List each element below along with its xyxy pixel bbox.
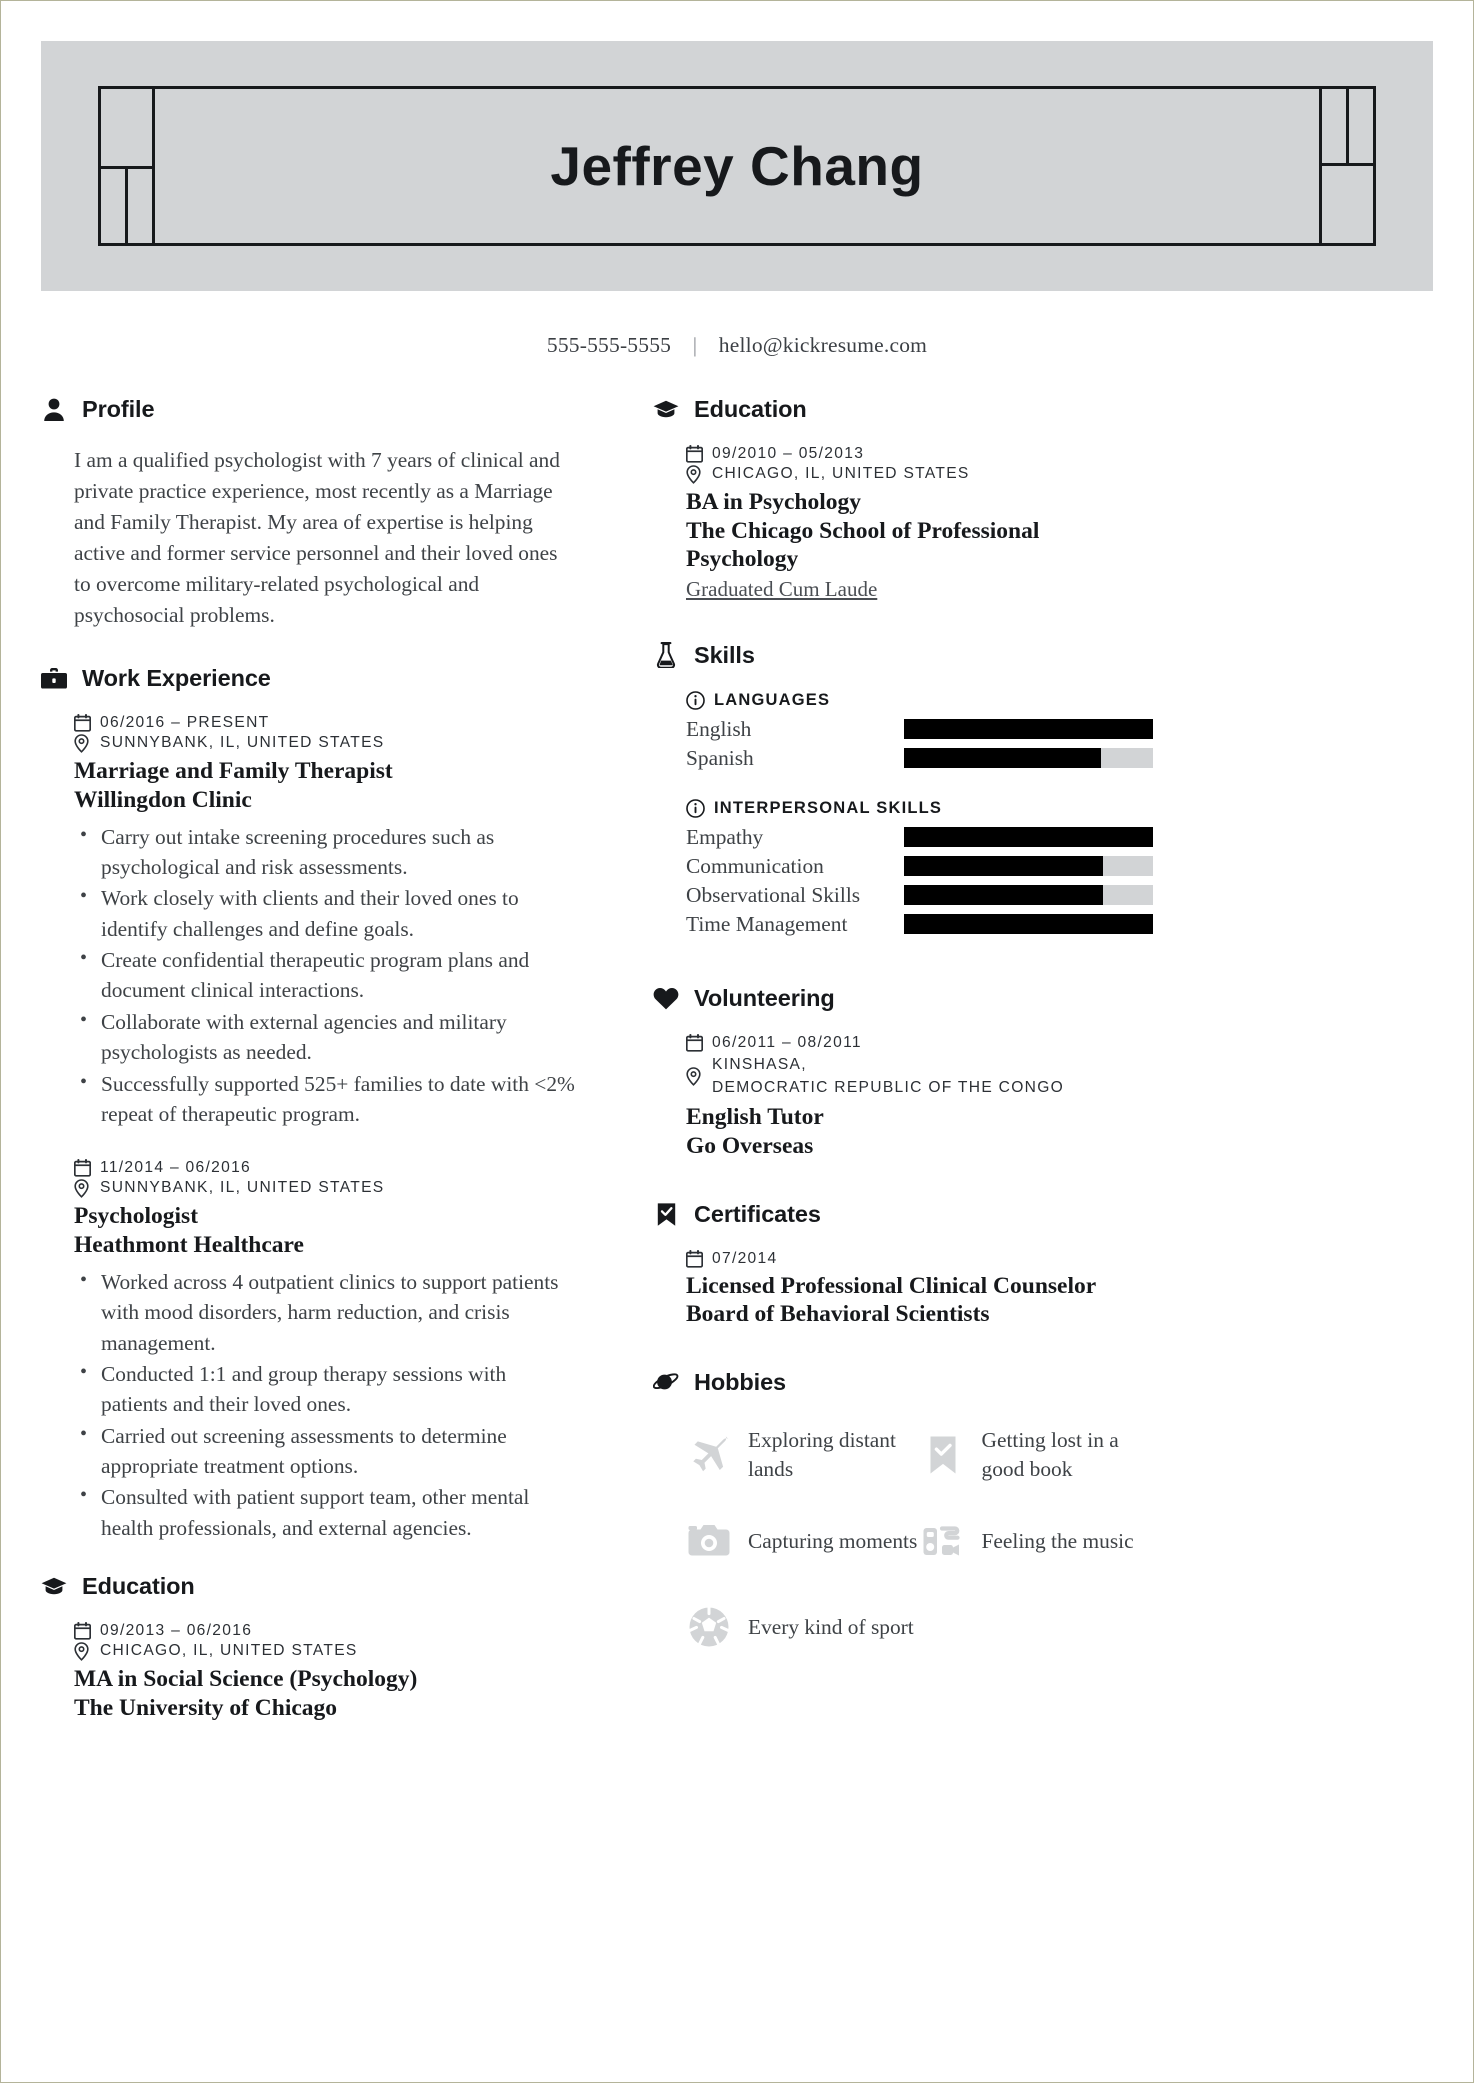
date-row [686,1034,1153,1052]
education-dates: 09/2010 – 05/2013 [712,445,865,462]
education-location: CHICAGO, IL, UNITED STATES [100,1642,358,1660]
location-row [74,734,577,753]
hobby-label: Exploring distant lands [748,1428,896,1481]
skill-group-languages [686,691,1153,771]
soccer-ball-icon [686,1604,732,1650]
bullet-item: • Conducted 1:1 and group therapy sessions with patients and their loved ones. [74,1359,577,1420]
skill-name: Communication [686,853,824,878]
date-row [74,1622,577,1640]
map-pin-icon [74,1179,91,1198]
skill-row [686,854,1153,879]
right-column [597,396,1153,1753]
volunteering-entry [686,1034,1153,1161]
hobby-item [686,1418,920,1492]
education-school: The Chicago School of Professional Psychology [686,517,1040,573]
section-title-profile: Profile [82,396,155,422]
education-degree: MA in Social Science (Psychology) [74,1666,418,1693]
contact-separator: | [692,333,698,357]
hobbies-body [653,1418,1153,1664]
graduation-cap-icon [41,1574,67,1600]
skills-body [653,691,1153,937]
header-banner [41,41,1433,291]
education-school: The University of Chicago [74,1694,338,1721]
skill-name: Observational Skills [686,882,861,907]
skill-group-header [686,799,1153,818]
section-education-left [41,1573,577,1722]
date-row [686,445,1153,463]
work-dates: 11/2014 – 06/2016 [100,1159,252,1177]
section-title-hobbies: Hobbies [694,1368,787,1395]
skill-name: Spanish [686,745,754,770]
work-experience-body [41,714,577,1543]
volunteering-organization: Go Overseas [686,1132,814,1159]
skill-level-fill [904,719,1153,739]
skill-level-bar [904,748,1153,768]
work-entry [74,1159,577,1543]
hobby-label: Feeling the music [981,1528,1134,1553]
skill-group-label: INTERPERSONAL SKILLS [714,798,943,817]
section-title-volunteering: Volunteering [694,984,835,1011]
hobby-label: Capturing moments [748,1528,918,1553]
content-columns [41,358,1433,1753]
planet-icon [653,1369,679,1395]
volunteering-country: DEMOCRATIC REPUBLIC OF THE CONGO [712,1078,1065,1096]
skill-name: Empathy [686,824,764,849]
bookmark-check-icon [920,1432,966,1478]
bullet-item: • Collaborate with external agencies and military psychologists as needed. [74,1007,577,1068]
education-left-body [41,1622,577,1722]
section-title-education-right: Education [694,396,807,422]
calendar-icon [686,1034,703,1052]
section-heading-education-left [41,1573,577,1600]
work-company: Heathmont Healthcare [74,1232,304,1259]
map-pin-icon [686,1067,703,1086]
section-heading-volunteering [653,985,1153,1012]
graduation-cap-icon [653,397,679,423]
education-degree: BA in Psychology [686,489,861,515]
bullet-item: • Carried out screening assessments to determine appropriate treatment options. [74,1421,577,1482]
bullet-item: • Successfully supported 525+ families to date with <2% repeat of therapeutic program. [74,1069,577,1130]
skill-level-bar [904,885,1153,905]
section-heading-hobbies [653,1369,1153,1396]
frame-tick-left-horizontal [101,166,155,169]
section-heading-education-right [653,396,1153,423]
info-icon [686,799,705,818]
hobby-label: Every kind of sport [748,1614,914,1639]
hobby-item [920,1504,1154,1578]
location-row [686,465,1153,484]
email-address: hello@kickresume.com [718,333,928,357]
section-title-skills: Skills [694,641,755,668]
skill-row [686,717,1153,742]
bullet-item: • Consulted with patient support team, other mental health professionals, and external agencies. [74,1482,577,1543]
certificate-entry [686,1250,1153,1329]
section-volunteering [653,985,1153,1161]
skill-level-bar [904,856,1153,876]
person-icon [41,397,67,423]
hobby-item [686,1590,920,1664]
page-title: Jeffrey Chang [550,135,924,197]
frame-tick-left-vertical-2 [125,166,128,243]
certificate-issuer: Board of Behavioral Scientists [686,1301,990,1328]
section-title-certificates: Certificates [694,1200,821,1227]
skill-level-fill [904,827,1153,847]
skill-name: English [686,716,752,741]
work-dates: 06/2016 – PRESENT [100,714,270,732]
location-row [74,1642,577,1661]
work-job-title: Marriage and Family Therapist [74,758,393,785]
skill-level-fill [904,856,1103,876]
bullet-item: • Create confidential therapeutic program plans and document clinical interactions. [74,945,577,1006]
work-company: Willingdon Clinic [74,786,252,813]
location-row [74,1179,577,1198]
certificate-date: 07/2014 [712,1249,778,1267]
skill-level-fill [904,885,1103,905]
section-certificates [653,1201,1153,1329]
heart-icon [653,985,679,1011]
skill-group-header [686,691,1153,710]
map-pin-icon [74,734,91,753]
name-frame [98,86,1376,246]
date-row [74,714,577,732]
phone-number: 555-555-5555 [546,333,672,357]
bookmark-check-icon [653,1201,679,1227]
skill-group-label: LANGUAGES [714,690,831,709]
section-hobbies [653,1369,1153,1664]
date-row [74,1159,577,1177]
left-column [41,396,597,1753]
work-job-title: Psychologist [74,1203,199,1230]
volunteering-body [653,1034,1153,1161]
skill-row [686,883,1153,908]
profile-summary-text: I am a qualified psychologist with 7 years of clinical and private practice experience, most recently as a Marriage and Family Therapist. My area of expertise is helping active and former service personnel and their loved ones to overcome military-related psychological and psychosocial problems. [74,448,560,628]
profile-body [41,445,577,631]
section-heading-skills [653,642,1153,669]
section-profile [41,396,577,631]
hobby-label: Getting lost in a good book [981,1428,1119,1481]
bullet-item: • Work closely with clients and their loved ones to identify challenges and define goals. [74,883,577,944]
section-heading-profile [41,396,577,423]
calendar-icon [686,445,703,463]
education-entry [686,445,1153,602]
section-work-experience [41,665,577,1543]
calendar-icon [74,1622,91,1640]
info-icon [686,691,705,710]
resume-page [1,1,1473,2082]
section-heading-work-experience [41,665,577,692]
work-bullets [74,1267,577,1544]
section-title-education-left: Education [82,1573,195,1600]
volunteering-dates: 06/2011 – 08/2011 [712,1033,862,1051]
music-player-icon [920,1518,966,1564]
education-location: CHICAGO, IL, UNITED STATES [712,465,970,482]
map-pin-icon [686,465,703,484]
skill-level-bar [904,719,1153,739]
bullet-item: • Worked across 4 outpatient clinics to support patients with mood disorders, harm reduction, and crisis management. [74,1267,577,1358]
section-title-work-experience: Work Experience [82,665,271,692]
work-location: SUNNYBANK, IL, UNITED STATES [100,734,385,752]
section-heading-certificates [653,1201,1153,1228]
location-row [686,1054,1153,1099]
skill-row [686,825,1153,850]
education-honors: Graduated Cum Laude [686,576,878,601]
bullet-item: • Carry out intake screening procedures such as psychological and risk assessments. [74,822,577,883]
skill-level-bar [904,914,1153,934]
section-education-right [653,396,1153,602]
work-entry [74,714,577,1129]
skill-name: Time Management [686,911,848,936]
skill-level-fill [904,914,1153,934]
volunteering-city: KINSHASA, [712,1055,807,1073]
education-right-body [653,445,1153,602]
frame-tick-right-vertical-2 [1346,89,1349,166]
skill-row [686,746,1153,771]
skill-level-bar [904,827,1153,847]
certificate-title: Licensed Professional Clinical Counselor [686,1272,1097,1299]
briefcase-icon [41,666,67,692]
calendar-icon [74,1159,91,1177]
section-skills [653,642,1153,937]
camera-icon [686,1518,732,1564]
calendar-icon [74,714,91,732]
education-entry [74,1622,577,1722]
airplane-icon [686,1432,732,1478]
skill-level-fill [904,748,1101,768]
hobbies-grid [686,1418,1153,1664]
skill-group-interpersonal [686,799,1153,937]
flask-icon [653,642,679,668]
work-bullets [74,822,577,1130]
frame-tick-right-vertical-1 [1319,89,1322,243]
work-location: SUNNYBANK, IL, UNITED STATES [100,1179,385,1197]
date-row [686,1250,1153,1268]
skill-row [686,912,1153,937]
hobby-item [920,1418,1154,1492]
contact-line [41,291,1433,358]
map-pin-icon [74,1642,91,1661]
hobby-item [686,1504,920,1578]
education-dates: 09/2013 – 06/2016 [100,1622,253,1640]
volunteering-role: English Tutor [686,1104,824,1131]
certificates-body [653,1250,1153,1329]
calendar-icon [686,1250,703,1268]
